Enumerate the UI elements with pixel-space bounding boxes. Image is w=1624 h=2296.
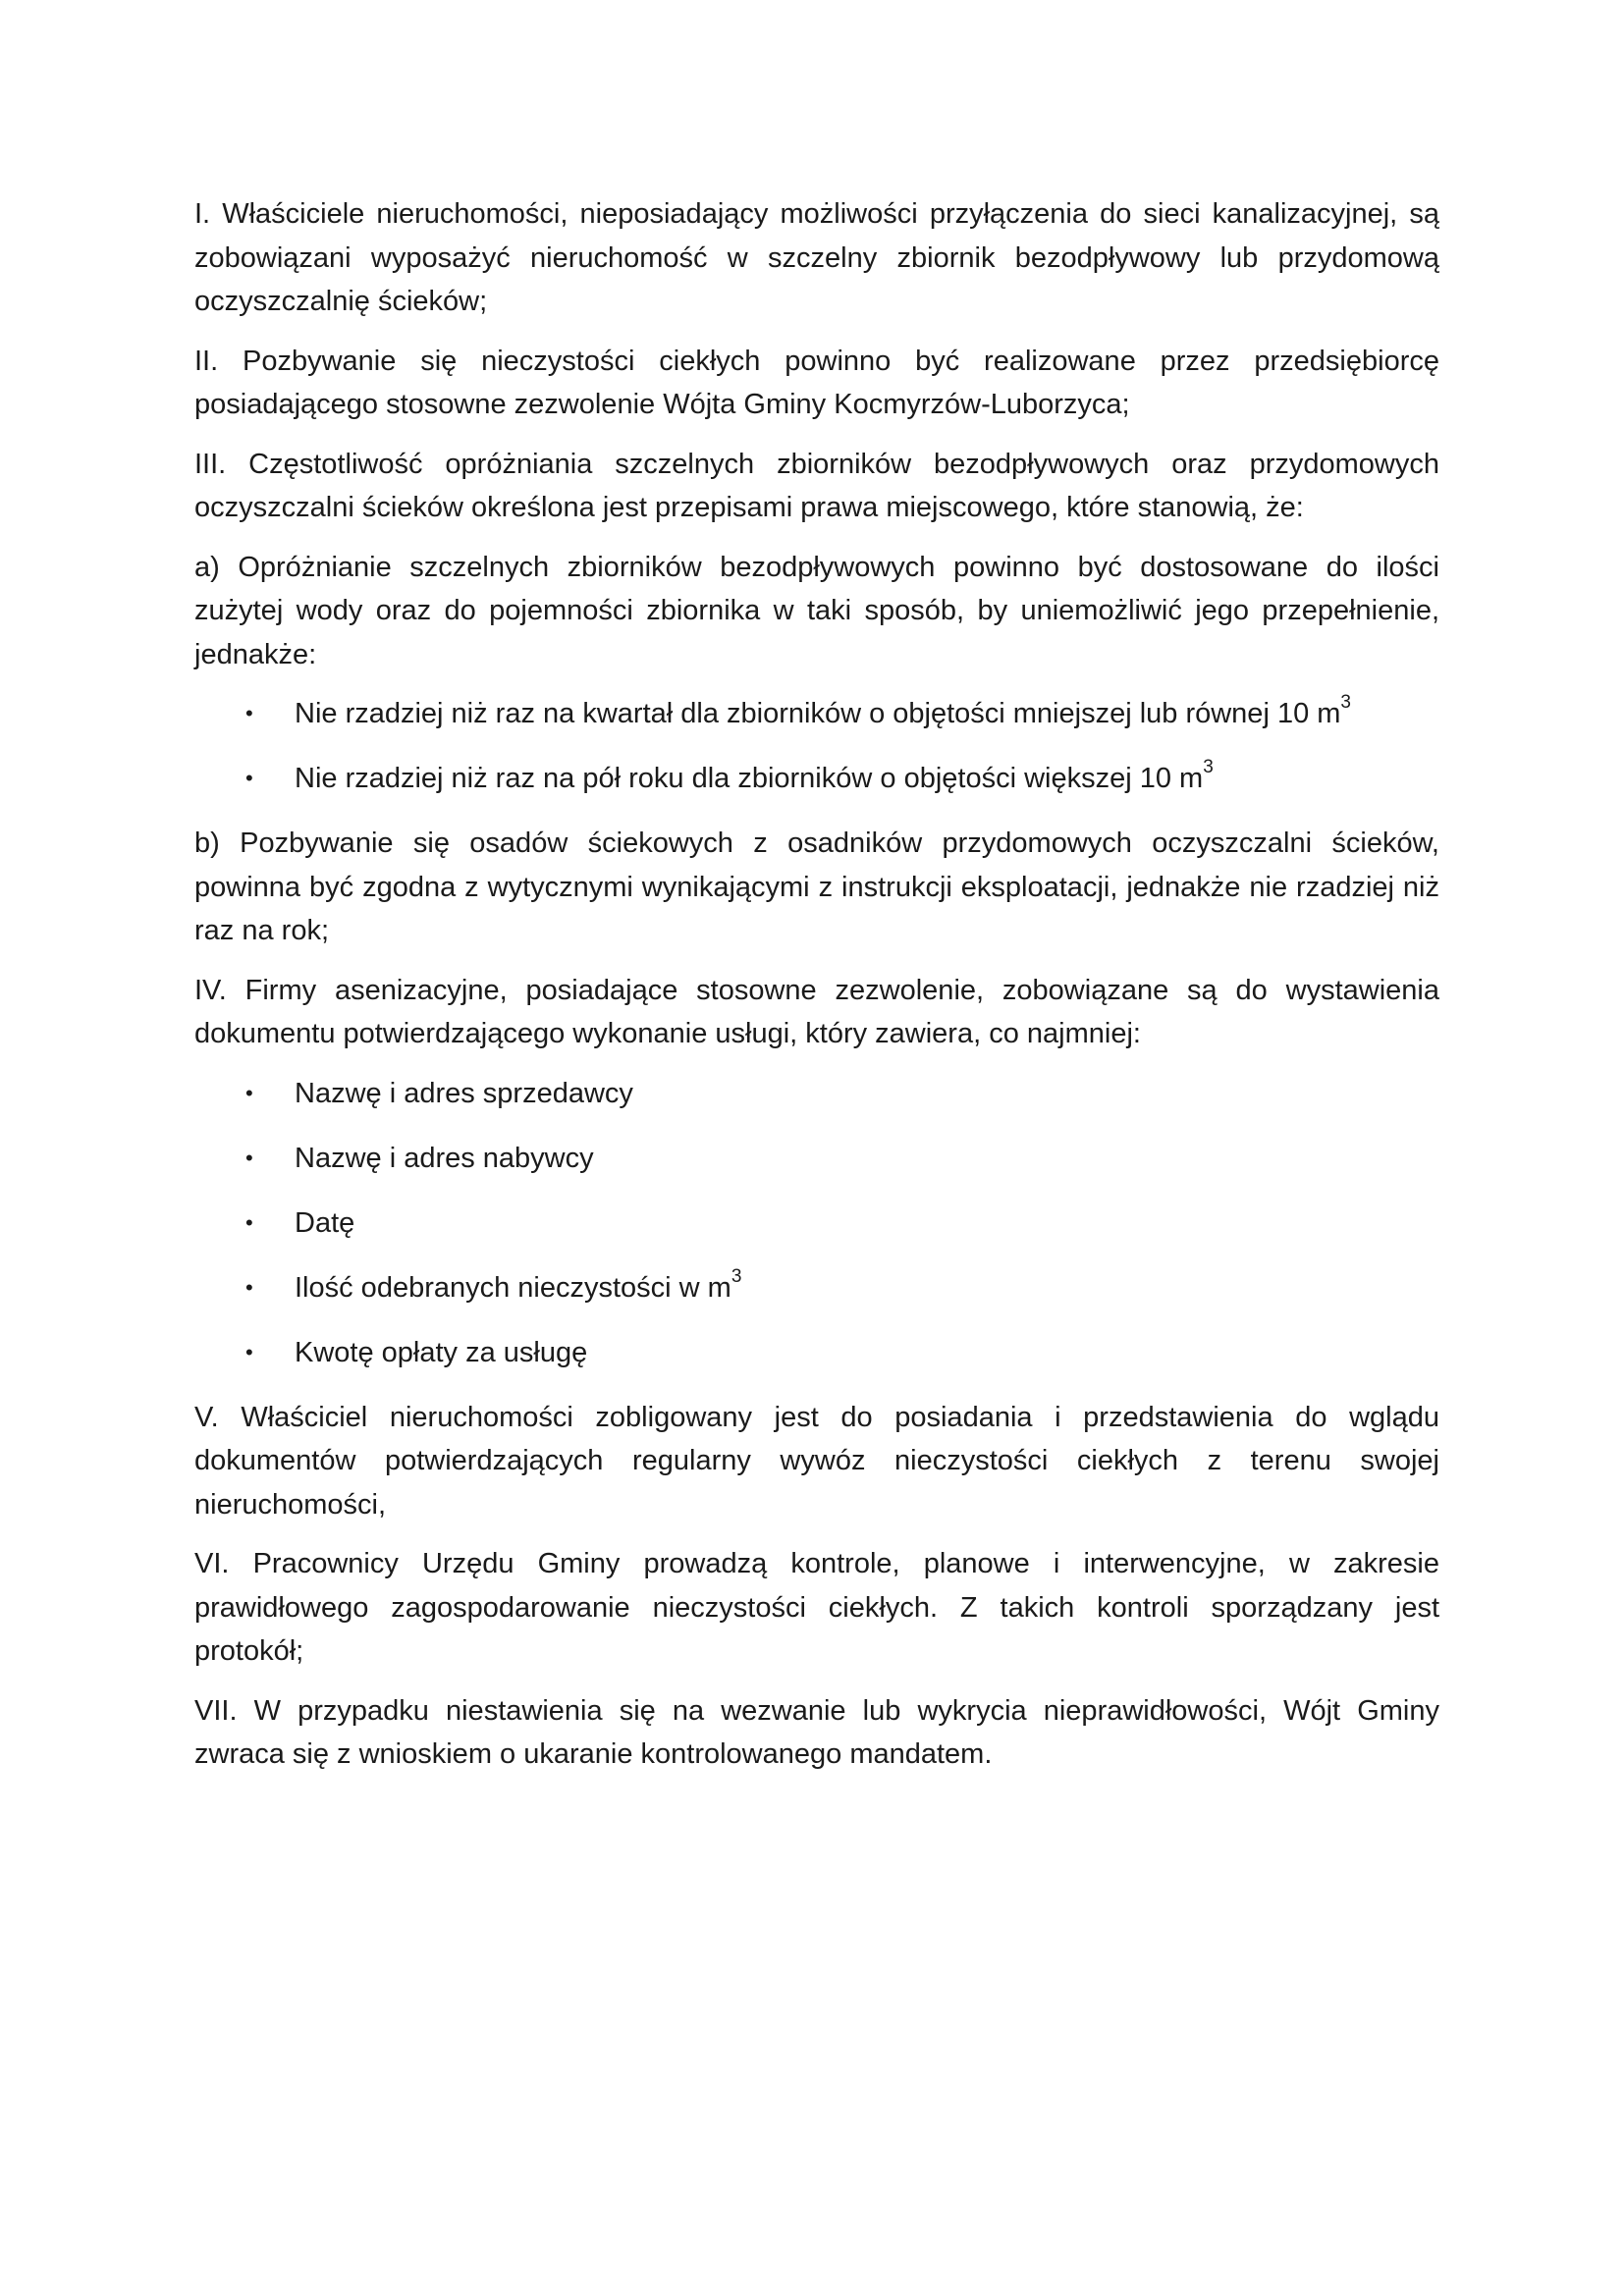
section-i-paragraph: I. Właściciele nieruchomości, nieposiadający możliwości przyłączenia do sieci kanalizacyjnej, są zobowiązani wyposażyć nieruchomość w szczelny zbiornik bezodpływowy lub przydomową oczyszczalnię ścieków; bbox=[194, 198, 1439, 317]
bullet-icon: • bbox=[245, 766, 253, 790]
list-item bbox=[194, 692, 1439, 736]
list-item-text: Nazwę i adres sprzedawcy bbox=[295, 1077, 633, 1109]
bullet-icon: • bbox=[245, 1339, 253, 1364]
list-item-text: Ilość odebranych nieczystości w m bbox=[295, 1271, 731, 1304]
point-a-paragraph: a) Opróżnianie szczelnych zbiorników bezodpływowych powinno być dostosowane do ilości zużytej wody oraz do pojemności zbiornika w taki sposób, by uniemożliwić jego przepełnienie, jednakże: bbox=[194, 551, 1439, 670]
point-a-bullet-list bbox=[194, 692, 1439, 801]
point-b-paragraph: b) Pozbywanie się osadów ściekowych z osadników przydomowych oczyszczalni ścieków, powinna być zgodna z wytycznymi wynikającymi z instrukcji eksploatacji, jednakże nie rzadziej niż raz na rok; bbox=[194, 828, 1439, 946]
list-item bbox=[194, 1072, 1439, 1116]
section-vii-paragraph: VII. W przypadku niestawienia się na wezwanie lub wykrycia nieprawidłowości, Wójt Gminy zwraca się z wnioskiem o ukaranie kontrolowanego mandatem. bbox=[194, 1694, 1439, 1770]
superscript: 3 bbox=[1203, 757, 1214, 778]
section-iv-bullet-list bbox=[194, 1072, 1439, 1375]
bullet-icon: • bbox=[245, 1209, 253, 1235]
list-item-text: Datę bbox=[295, 1206, 355, 1239]
list-item bbox=[194, 1331, 1439, 1375]
list-item bbox=[194, 1266, 1439, 1310]
bullet-icon: • bbox=[245, 701, 253, 725]
list-item-text: Kwotę opłaty za usługę bbox=[295, 1336, 588, 1368]
superscript: 3 bbox=[731, 1265, 742, 1287]
section-vi-paragraph: VI. Pracownicy Urzędu Gminy prowadzą kontrole, planowe i interwencyjne, w zakresie prawidłowego zagospodarowanie nieczystości ciekłych. Z takich kontroli sporządzany jest protokół; bbox=[194, 1548, 1439, 1667]
section-iii-paragraph: III. Częstotliwość opróżniania szczelnych zbiorników bezodpływowych oraz przydomowych oczyszczalni ścieków określona jest przepisami prawa miejscowego, które stanowią, że: bbox=[194, 448, 1439, 523]
list-item-text: Nie rzadziej niż raz na pół roku dla zbiorników o objętości większej 10 m bbox=[295, 763, 1204, 794]
list-item bbox=[194, 1201, 1439, 1246]
superscript: 3 bbox=[1340, 692, 1351, 714]
bullet-icon: • bbox=[245, 1080, 253, 1105]
bullet-icon: • bbox=[245, 1274, 253, 1300]
section-v-paragraph: V. Właściciel nieruchomości zobligowany jest do posiadania i przedstawienia do wglądu dokumentów potwierdzających regularny wywóz nieczystości ciekłych z terenu swojej nieruchomości, bbox=[194, 1401, 1439, 1521]
list-item bbox=[194, 1137, 1439, 1181]
document-page bbox=[194, 192, 1439, 1792]
list-item-text: Nazwę i adres nabywcy bbox=[295, 1142, 594, 1174]
section-ii-paragraph: II. Pozbywanie się nieczystości ciekłych powinno być realizowane przez przedsiębiorcę posiadającego stosowne zezwolenie Wójta Gminy Kocmyrzów-Luborzyca; bbox=[194, 345, 1439, 420]
list-item-text: Nie rzadziej niż raz na kwartał dla zbiorników o objętości mniejszej lub równej 10 m bbox=[295, 698, 1341, 729]
section-iv-paragraph: IV. Firmy asenizacyjne, posiadające stosowne zezwolenie, zobowiązane są do wystawienia dokumentu potwierdzającego wykonanie usługi, który zawiera, co najmniej: bbox=[194, 974, 1439, 1049]
list-item bbox=[194, 757, 1439, 801]
bullet-icon: • bbox=[245, 1145, 253, 1170]
